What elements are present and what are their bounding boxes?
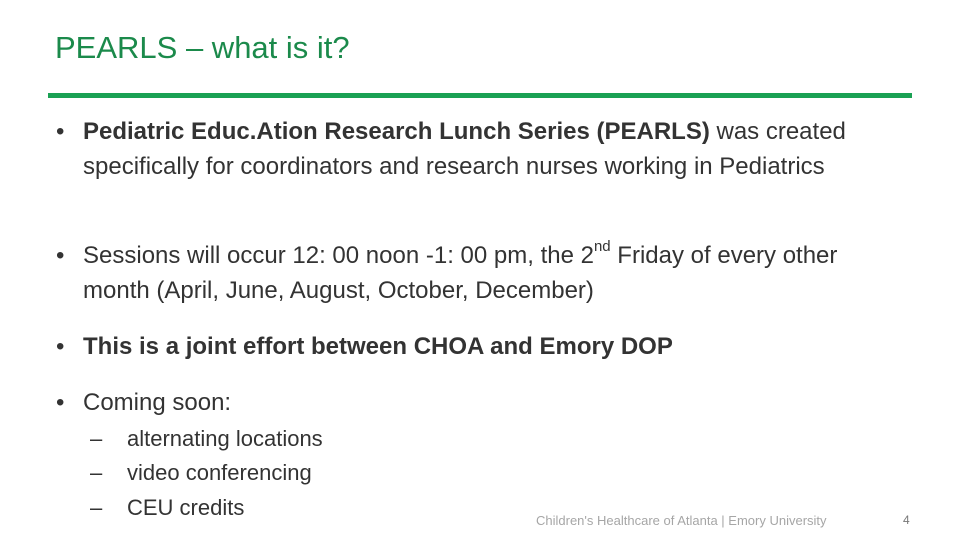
bullet-text: This is a joint effort between CHOA and Emory DOP — [83, 333, 673, 360]
slide-title: PEARLS – what is it? — [55, 30, 350, 65]
sub-bullet-marker: – — [90, 426, 103, 451]
bullet-text: Coming soon: — [83, 389, 232, 416]
sub-bullet-text: alternating locations — [127, 426, 323, 451]
bullet-sessions-schedule — [56, 238, 896, 308]
bullet-marker: • — [56, 389, 65, 416]
bullet-text — [83, 238, 896, 308]
title-divider — [48, 93, 912, 98]
sub-bullet-text: video conferencing — [127, 460, 312, 485]
bullet-bold-text: Pediatric Educ.Ation Research Lunch Series (PEARLS) — [83, 118, 710, 145]
sub-bullet-marker: – — [90, 495, 103, 520]
bullet-pearls-definition — [56, 114, 896, 224]
bullet-marker: • — [56, 242, 65, 269]
sub-bullet-marker: – — [90, 460, 103, 485]
bullet-normal-text: was created specifically for coordinators and research nurses working in Pediatrics — [83, 118, 846, 180]
bullet-marker: • — [56, 118, 65, 145]
sub-bullet-text: CEU credits — [127, 495, 245, 520]
slide-footer: Children's Healthcare of Atlanta | Emory University — [536, 513, 827, 528]
bullet-joint-effort — [56, 329, 896, 364]
bullet-marker: • — [56, 333, 65, 360]
bullet-coming-soon — [56, 385, 896, 420]
page-number: 4 — [903, 513, 910, 527]
bullet-text-part1: Sessions will occur 12: 00 noon -1: 00 pm, the 2 — [83, 242, 594, 269]
ordinal-superscript: nd — [593, 238, 611, 255]
bullet-text-part2: Friday of every other month (April, June, August, October, December) — [83, 242, 838, 304]
bullet-text — [83, 114, 896, 184]
